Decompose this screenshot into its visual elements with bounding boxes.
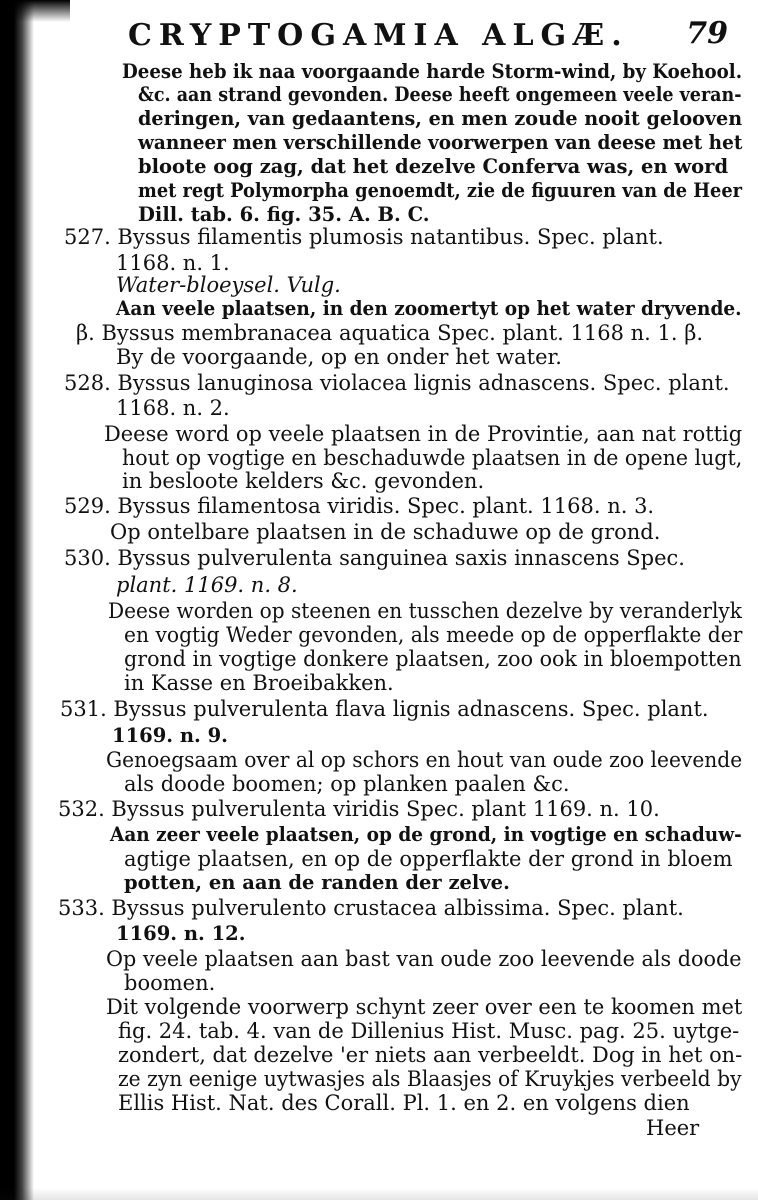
text-line: met regt Polymorpha genoemdt, zie de figuuren van de Heer: [138, 179, 743, 202]
catchword: Heer: [646, 1116, 700, 1140]
text-line: in Kasse en Broeibakken.: [124, 671, 394, 695]
text-line: Genoegsaam over al op schors en hout van oude zoo leevende: [106, 748, 743, 772]
text-line: By de voorgaande, op en onder het water.: [116, 345, 562, 369]
text-line: wanneer men verschillende voorwerpen van deese met het: [138, 131, 743, 154]
entry-heading: 531. Byssus pulverulenta flava lignis adnascens. Spec. plant.: [60, 697, 709, 721]
text-line: agtige plaatsen, en op de opperflakte der grond in bloem: [124, 847, 733, 871]
page-number: 79: [686, 16, 728, 51]
text-line: hout op vogtige en beschaduwde plaatsen in de opene lugt,: [122, 446, 743, 470]
entry-heading: 528. Byssus lanuginosa violacea lignis adnascens. Spec. plant.: [64, 371, 730, 395]
text-line: fig. 24. tab. 4. van de Dillenius Hist. Musc. pag. 25. uytge-: [118, 1019, 740, 1043]
text-line: Water-bloeysel. Vulg.: [116, 273, 341, 297]
text-line: Deese heb ik naa voorgaande harde Storm-wind, by Koehool.: [122, 60, 743, 83]
entry-heading: 532. Byssus pulverulenta viridis Spec. plant 1169. n. 10.: [58, 797, 660, 821]
entry-heading: 533. Byssus pulverulento crustacea albissima. Spec. plant.: [58, 896, 684, 920]
text-line: bloote oog zag, dat het dezelve Conferva was, en word: [138, 155, 729, 178]
text-line: ze zyn eenige uytwasjes als Blaasjes of Kruykjes verbeeld by: [118, 1067, 742, 1091]
entry-heading: β. Byssus membranacea aquatica Spec. plant. 1168 n. 1. β.: [76, 321, 704, 345]
text-line: Op veele plaatsen aan bast van oude zoo leevende als doode: [106, 947, 742, 971]
text-line: boomen.: [124, 971, 216, 995]
text-line: Deese word op veele plaatsen in de Provintie, aan nat rottig: [104, 422, 743, 446]
text-line: in besloote kelders &c. gevonden.: [122, 469, 485, 493]
text-line: zondert, dat dezelve 'er niets aan verbeeldt. Dog in het on-: [118, 1043, 743, 1067]
text-line: als doode boomen; op planken paalen &c.: [124, 772, 570, 796]
entry-heading: 529. Byssus filamentosa viridis. Spec. plant. 1168. n. 3.: [64, 494, 655, 518]
corner-shadow: [0, 0, 70, 22]
text-line: plant. 1169. n. 8.: [116, 573, 298, 597]
text-line: &c. aan strand gevonden. Deese heeft ongemeen veele veran-: [138, 83, 742, 106]
text-line: grond in vogtige donkere plaatsen, zoo ook in bloempotten: [124, 647, 742, 671]
running-header: [128, 12, 728, 56]
text-line: potten, en aan de randen der zelve.: [124, 871, 510, 894]
text-line: Op ontelbare plaatsen in de schaduwe op de grond.: [110, 520, 661, 544]
text-line: Ellis Hist. Nat. des Corall. Pl. 1. en 2. en volgens dien: [118, 1091, 690, 1115]
running-title: CRYPTOGAMIA ALGÆ.: [128, 18, 629, 53]
text-line: en vogtig Weder gevonden, als meede op de opperflakte der: [124, 623, 743, 647]
text-line: 1168. n. 2.: [116, 396, 230, 420]
entry-heading: 527. Byssus filamentis plumosis natantibus. Spec. plant.: [64, 225, 664, 249]
text-line: Aan veele plaatsen, in den zoomertyt op het water dryvende.: [116, 297, 742, 320]
text-line: Deese worden op steenen en tusschen dezelve by veranderlyk: [108, 599, 742, 623]
text-line: 1169. n. 12.: [116, 922, 246, 945]
text-line: Dill. tab. 6. fig. 35. A. B. C.: [138, 203, 430, 226]
binding-shadow: [0, 0, 34, 1200]
text-line: 1169. n. 9.: [112, 724, 228, 747]
text-line: Aan zeer veele plaatsen, op de grond, in vogtige en schaduw-: [110, 823, 742, 846]
page-edge: [0, 1138, 758, 1200]
text-line: deringen, van gedaantens, en men zoude nooit gelooven: [138, 107, 743, 130]
text-line: Dit volgende voorwerp schynt zeer over een te koomen met: [106, 995, 743, 1019]
text-line: 1168. n. 1.: [116, 251, 230, 275]
entry-heading: 530. Byssus pulverulenta sanguinea saxis innascens Spec.: [64, 546, 685, 570]
